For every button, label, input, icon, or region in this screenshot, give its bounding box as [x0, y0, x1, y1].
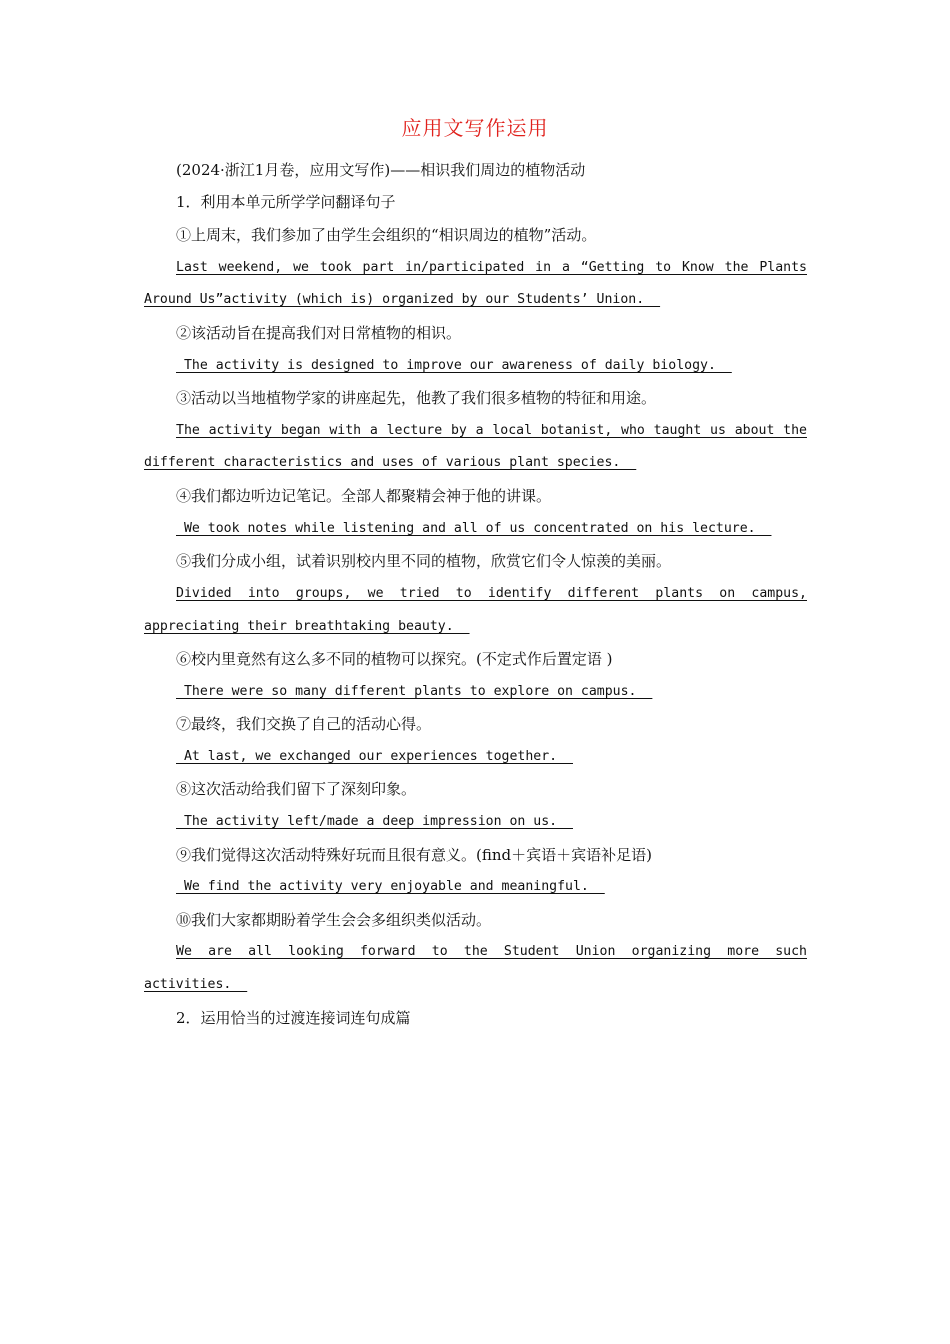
item-9-chinese: ⑨我们觉得这次活动特殊好玩而且很有意义。(find＋宾语＋宾语补足语): [176, 846, 652, 864]
item-5-answer-line-2: appreciating their breathtaking beauty.: [144, 619, 470, 634]
item-1-chinese: ①上周末，我们参加了由学生会组织的“相识周边的植物”活动。: [176, 226, 597, 244]
item-8-chinese: ⑧这次活动给我们留下了深刻印象。: [176, 780, 417, 798]
item-9-answer-line-1: We find the activity very enjoyable and meaningful.: [176, 879, 605, 894]
item-10-chinese: ⑩我们大家都期盼着学生会会多组织类似活动。: [176, 911, 492, 929]
item-1-answer-line-2: Around Us”activity (which is) organized by our Students’ Union.: [144, 292, 661, 307]
item-4-answer-line-1: We took notes while listening and all of us concentrated on his lecture.: [176, 521, 772, 536]
item-6-answer-line-1: There were so many different plants to explore on campus.: [176, 684, 653, 699]
section-heading-2: 2．运用恰当的过渡连接词连句成篇: [176, 1009, 411, 1027]
item-5-answer-line-1: Divided into groups, we tried to identify different plants on campus,: [176, 586, 807, 601]
section-heading-1: 1．利用本单元所学学问翻译句子: [176, 193, 396, 211]
item-10-answer-line-2: activities.: [144, 977, 248, 992]
item-1-answer-line-1: Last weekend, we took part in/participated in a “Getting to Know the Plants: [176, 260, 807, 275]
item-3-answer-line-2: different characteristics and uses of various plant species.: [144, 455, 637, 470]
item-5-chinese: ⑤我们分成小组，试着识别校内里不同的植物，欣赏它们令人惊羡的美丽。: [176, 552, 672, 570]
item-8-answer-line-1: The activity left/made a deep impression on us.: [176, 814, 573, 829]
item-2-chinese: ②该活动旨在提高我们对日常植物的相识。: [176, 324, 462, 342]
item-7-chinese: ⑦最终，我们交换了自己的活动心得。: [176, 715, 432, 733]
item-2-answer-line-1: The activity is designed to improve our awareness of daily biology.: [176, 358, 732, 373]
item-4-chinese: ④我们都边听边记笔记。全部人都聚精会神于他的讲课。: [176, 487, 552, 505]
item-10-answer-line-1: We are all looking forward to the Student Union organizing more such: [176, 944, 807, 959]
source-line: (2024·浙江1月卷，应用文写作)——相识我们周边的植物活动: [176, 161, 586, 179]
item-6-chinese: ⑥校内里竟然有这么多不同的植物可以探究。(不定式作后置定语 ): [176, 650, 613, 668]
item-3-chinese: ③活动以当地植物学家的讲座起先，他教了我们很多植物的特征和用途。: [176, 389, 657, 407]
item-3-answer-line-1: The activity began with a lecture by a local botanist, who taught us about the: [176, 423, 807, 438]
item-7-answer-line-1: At last, we exchanged our experiences together.: [176, 749, 573, 764]
page-title: 应用文写作运用: [401, 116, 549, 140]
